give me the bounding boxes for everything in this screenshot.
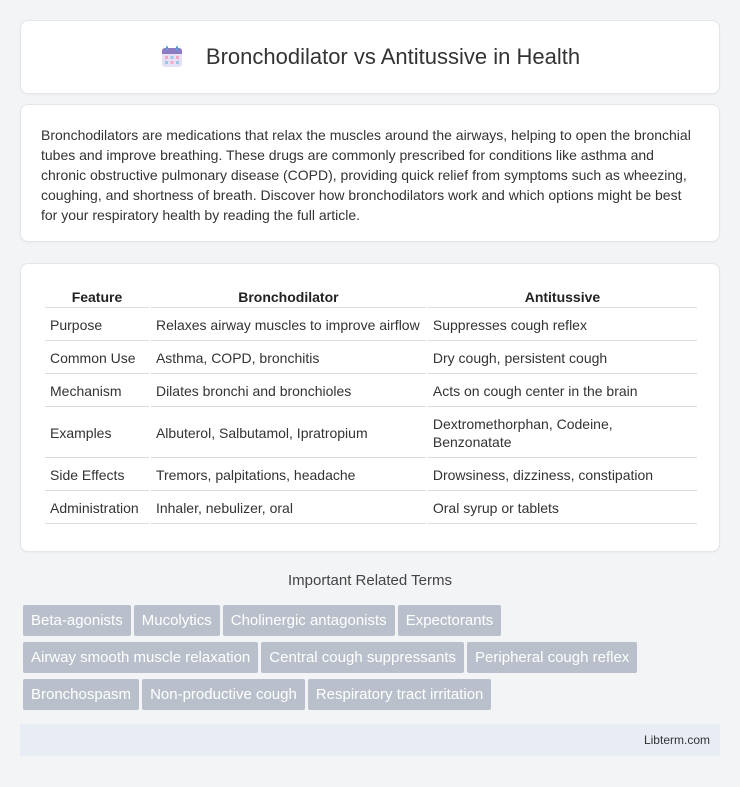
related-term-tag[interactable]: Respiratory tract irritation — [308, 679, 492, 710]
related-term-tag[interactable]: Airway smooth muscle relaxation — [23, 642, 258, 673]
header-card — [20, 20, 720, 94]
related-term-tag[interactable]: Non-productive cough — [142, 679, 305, 710]
table-cell: Dilates bronchi and bronchioles — [151, 376, 426, 407]
intro-text: Bronchodilators are medications that relax the muscles around the airways, helping to open the bronchial tubes and improve breathing. These drugs are commonly prescribed for conditions like asthma and chronic obstructive pulmonary disease (COPD), providing quick relief from symptoms such as wheezing, coughing, and shortness of breath. Discover how bronchodilators work and which options might be best for your respiratory health by reading the full article. — [41, 127, 691, 223]
related-term-tag[interactable]: Mucolytics — [134, 605, 220, 636]
comparison-table — [43, 284, 699, 526]
related-terms-list — [23, 605, 723, 716]
table-cell: Dry cough, persistent cough — [428, 343, 697, 374]
table-header-row — [45, 286, 697, 308]
comparison-card — [20, 263, 720, 552]
related-term-tag[interactable]: Expectorants — [398, 605, 502, 636]
table-cell: Mechanism — [45, 376, 149, 407]
table-cell: Drowsiness, dizziness, constipation — [428, 460, 697, 491]
table-cell: Administration — [45, 493, 149, 524]
header-cell: Feature — [45, 286, 149, 308]
table-row — [45, 343, 697, 374]
table-cell: Side Effects — [45, 460, 149, 491]
table-cell: Examples — [45, 409, 149, 458]
table-row — [45, 310, 697, 341]
header-cell: Bronchodilator — [151, 286, 426, 308]
table-row — [45, 376, 697, 407]
footer-link[interactable]: Libterm.com — [643, 733, 710, 747]
related-term-tag[interactable]: Peripheral cough reflex — [467, 642, 637, 673]
table-cell: Inhaler, nebulizer, oral — [151, 493, 426, 524]
table-cell: Acts on cough center in the brain — [428, 376, 697, 407]
table-cell: Dextromethorphan, Codeine, Benzonatate — [428, 409, 697, 458]
table-cell: Purpose — [45, 310, 149, 341]
table-cell: Tremors, palpitations, headache — [151, 460, 426, 491]
table-cell: Oral syrup or tablets — [428, 493, 697, 524]
related-terms-title: Important Related Terms — [288, 572, 452, 589]
table-cell: Asthma, COPD, bronchitis — [151, 343, 426, 374]
header-cell: Antitussive — [428, 286, 697, 308]
table-cell: Albuterol, Salbutamol, Ipratropium — [151, 409, 426, 458]
calendar-icon — [160, 45, 184, 69]
related-term-tag[interactable]: Central cough suppressants — [261, 642, 464, 673]
related-term-tag[interactable]: Beta-agonists — [23, 605, 131, 636]
intro-card — [20, 104, 720, 242]
table-cell: Relaxes airway muscles to improve airflow — [151, 310, 426, 341]
table-cell: Common Use — [45, 343, 149, 374]
table-cell: Suppresses cough reflex — [428, 310, 697, 341]
table-row — [45, 460, 697, 491]
page-title: Bronchodilator vs Antitussive in Health — [205, 44, 581, 69]
related-term-tag[interactable]: Cholinergic antagonists — [223, 605, 395, 636]
footer — [20, 724, 720, 756]
table-row — [45, 409, 697, 458]
related-term-tag[interactable]: Bronchospasm — [23, 679, 139, 710]
table-row — [45, 493, 697, 524]
